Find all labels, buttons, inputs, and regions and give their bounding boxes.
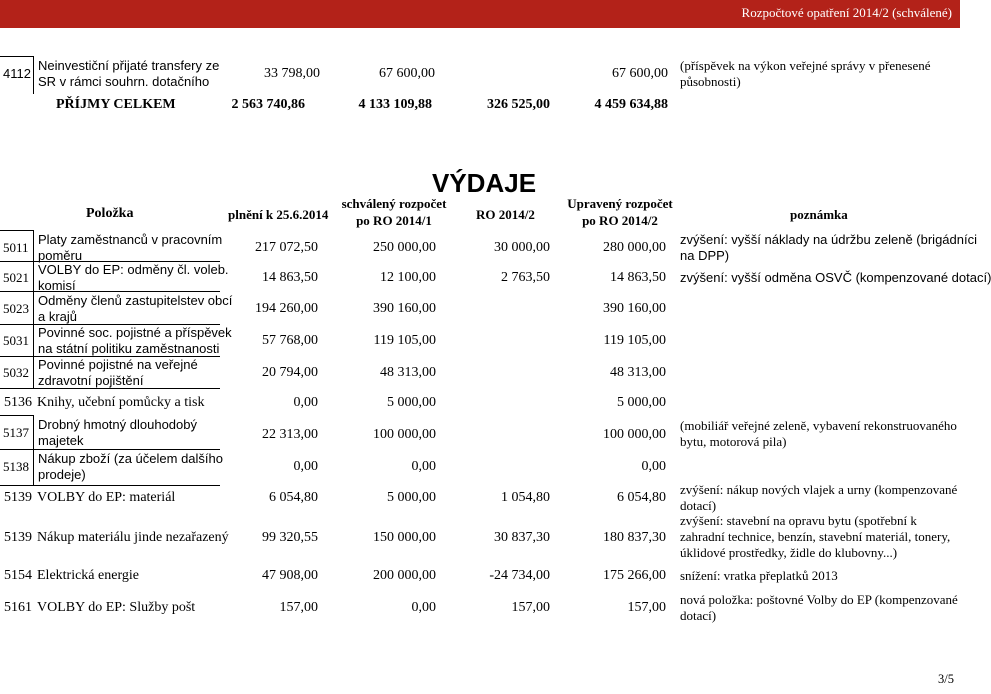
row-5136-code: 5136	[4, 395, 32, 410]
header-upraveny: Upravený rozpočet	[567, 196, 673, 211]
row-5138-upraveny: 0,00	[641, 459, 666, 474]
row-schvaleny: 119 105,00	[373, 333, 436, 348]
row-5138-label: Nákup zboží (za účelem dalšího	[38, 451, 223, 466]
row-code: 5021	[3, 270, 29, 285]
row-5161-plneni: 157,00	[279, 600, 318, 615]
prijmy-celkem-label: PŘÍJMY CELKEM	[56, 97, 176, 112]
row-5139-volby-label: VOLBY do EP: materiál	[37, 490, 176, 505]
page-number: 3/5	[938, 672, 954, 686]
header-schvaleny-2: po RO 2014/1	[356, 213, 432, 228]
row-note-2: na DPP)	[680, 248, 730, 263]
row-schvaleny: 48 313,00	[380, 365, 436, 380]
row-4112-label-2: SR v rámci souhrn. dotačního	[38, 74, 210, 89]
row-upraveny: 14 863,50	[610, 270, 666, 285]
row-5137-note: (mobiliář veřejné zeleně, vybavení rekonstruovaného	[680, 418, 957, 433]
row-divider	[0, 485, 220, 486]
row-5139-volby-note-2: dotací)	[680, 498, 717, 513]
row-note: zvýšení: vyšší náklady na údržbu zeleně (brigádníci	[680, 232, 977, 247]
row-schvaleny: 390 160,00	[373, 301, 436, 316]
row-5161-note-2: dotací)	[680, 608, 717, 623]
code-divider	[33, 230, 34, 388]
row-5137-note-2: bytu, motorová pila)	[680, 434, 787, 449]
prijmy-value-3: 326 525,00	[487, 97, 550, 112]
row-5136-label: Knihy, učební pomůcky a tisk	[37, 395, 205, 410]
row-4112-code: 4112	[3, 66, 31, 81]
row-4112-value-3: 67 600,00	[612, 66, 668, 81]
row-5139-material-label: Nákup materiálu jinde nezařazený	[37, 530, 229, 545]
row-5139-volby-note: zvýšení: nákup nových vlajek a urny (kompenzované	[680, 482, 958, 497]
row-5154-label: Elektrická energie	[37, 568, 139, 583]
row-5138-plneni: 0,00	[293, 459, 318, 474]
row-5136-plneni: 0,00	[293, 395, 318, 410]
row-5138-label-2: prodeje)	[38, 467, 86, 482]
cell-divider	[33, 56, 34, 94]
row-5154-plneni: 47 908,00	[262, 568, 318, 583]
row-4112-value-1: 33 798,00	[264, 66, 320, 81]
row-upraveny: 280 000,00	[603, 240, 666, 255]
row-label-2: na státní politiku zaměstnanosti	[38, 341, 220, 356]
row-code: 5011	[3, 240, 29, 255]
row-5154-schvaleny: 200 000,00	[373, 568, 436, 583]
row-5137-plneni: 22 313,00	[262, 427, 318, 442]
cell-border	[0, 415, 34, 416]
row-5139-volby-plneni: 6 054,80	[269, 490, 318, 505]
prijmy-value-1: 2 563 740,86	[231, 97, 305, 112]
row-5139-material-note-3: úklidové prostředky, židle do klubovny...)	[680, 545, 898, 560]
row-code: 5032	[3, 365, 29, 380]
row-5139-volby-code: 5139	[4, 490, 32, 505]
row-5154-upraveny: 175 266,00	[603, 568, 666, 583]
row-label: VOLBY do EP: odměny čl. voleb.	[38, 262, 229, 277]
row-4112-note: (příspěvek na výkon veřejné správy v přenesené	[680, 58, 931, 73]
row-ro: 30 000,00	[494, 240, 550, 255]
row-4112-value-2: 67 600,00	[379, 66, 435, 81]
row-5136-schvaleny: 5 000,00	[387, 395, 436, 410]
header-schvaleny: schválený rozpočet	[341, 196, 447, 211]
row-divider	[0, 291, 220, 292]
row-5161-schvaleny: 0,00	[411, 600, 436, 615]
row-label: Povinné pojistné na veřejné	[38, 357, 198, 372]
row-label-2: a krajů	[38, 309, 78, 324]
row-5139-material-ro: 30 837,30	[494, 530, 550, 545]
vydaje-title: VÝDAJE	[432, 168, 537, 198]
row-code: 5031	[3, 333, 29, 348]
row-5161-label: VOLBY do EP: Služby pošt	[37, 600, 196, 615]
row-5139-material-upraveny: 180 837,30	[603, 530, 666, 545]
header-ro: RO 2014/2	[476, 207, 535, 222]
row-5161-note: nová položka: poštovné Volby do EP (kompenzované	[680, 592, 958, 607]
document-title: Rozpočtové opatření 2014/2 (schválené)	[741, 5, 952, 20]
cell-border	[0, 230, 34, 231]
row-5139-material-note: zvýšení: stavební na opravu bytu (spotřební k	[680, 513, 917, 528]
row-upraveny: 390 160,00	[603, 301, 666, 316]
prijmy-value-2: 4 133 109,88	[358, 97, 432, 112]
row-5161-ro: 157,00	[511, 600, 550, 615]
row-5138-schvaleny: 0,00	[411, 459, 436, 474]
header-upraveny-2: po RO 2014/2	[582, 213, 658, 228]
row-5139-volby-ro: 1 054,80	[501, 490, 550, 505]
header-poznamka: poznámka	[790, 207, 848, 222]
row-note: zvýšení: vyšší odměna OSVČ (kompenzované dotací)	[680, 270, 991, 285]
row-code: 5023	[3, 301, 29, 316]
row-4112-label: Neinvestiční přijaté transfery ze	[38, 58, 220, 73]
row-5137-label: Drobný hmotný dlouhodobý	[38, 417, 197, 432]
row-plneni: 57 768,00	[262, 333, 318, 348]
row-5161-upraveny: 157,00	[627, 600, 666, 615]
row-plneni: 217 072,50	[255, 240, 318, 255]
row-5161-code: 5161	[4, 600, 32, 615]
row-upraveny: 119 105,00	[603, 333, 666, 348]
row-divider	[0, 388, 220, 389]
row-label-2: komisí	[38, 278, 76, 293]
code-divider	[33, 415, 34, 485]
row-5139-volby-upraveny: 6 054,80	[617, 490, 666, 505]
row-plneni: 14 863,50	[262, 270, 318, 285]
row-5139-material-plneni: 99 320,55	[262, 530, 318, 545]
row-label-2: poměru	[38, 248, 83, 263]
row-label-2: zdravotní pojištění	[38, 373, 144, 388]
row-4112-note-2: působnosti)	[680, 74, 741, 89]
cell-border	[0, 56, 34, 57]
row-5137-upraveny: 100 000,00	[603, 427, 666, 442]
row-ro: 2 763,50	[501, 270, 550, 285]
row-5136-upraveny: 5 000,00	[617, 395, 666, 410]
row-5137-label-2: majetek	[38, 433, 84, 448]
row-label: Povinné soc. pojistné a příspěvek	[38, 325, 232, 340]
row-5154-note: snížení: vratka přeplatků 2013	[680, 568, 838, 583]
row-schvaleny: 12 100,00	[380, 270, 436, 285]
header-polozka: Položka	[86, 206, 134, 221]
row-5139-material-note-2: zahradní technice, benzín, stavební materiál, tonery,	[680, 529, 951, 544]
row-schvaleny: 250 000,00	[373, 240, 436, 255]
row-5139-volby-schvaleny: 5 000,00	[387, 490, 436, 505]
row-5139-material-schvaleny: 150 000,00	[373, 530, 436, 545]
row-plneni: 20 794,00	[262, 365, 318, 380]
row-label: Platy zaměstnanců v pracovním	[38, 232, 223, 247]
row-5138-code: 5138	[3, 459, 29, 474]
header-plneni: plnění k 25.6.2014	[228, 207, 329, 222]
row-5154-code: 5154	[4, 568, 32, 583]
row-divider	[0, 449, 220, 450]
row-5139-material-code: 5139	[4, 530, 32, 545]
prijmy-value-4: 4 459 634,88	[594, 97, 668, 112]
row-5137-code: 5137	[3, 425, 29, 440]
row-label: Odměny členů zastupitelstev obcí	[38, 293, 233, 308]
row-5154-ro: -24 734,00	[489, 568, 550, 583]
row-upraveny: 48 313,00	[610, 365, 666, 380]
row-plneni: 194 260,00	[255, 301, 318, 316]
row-5137-schvaleny: 100 000,00	[373, 427, 436, 442]
